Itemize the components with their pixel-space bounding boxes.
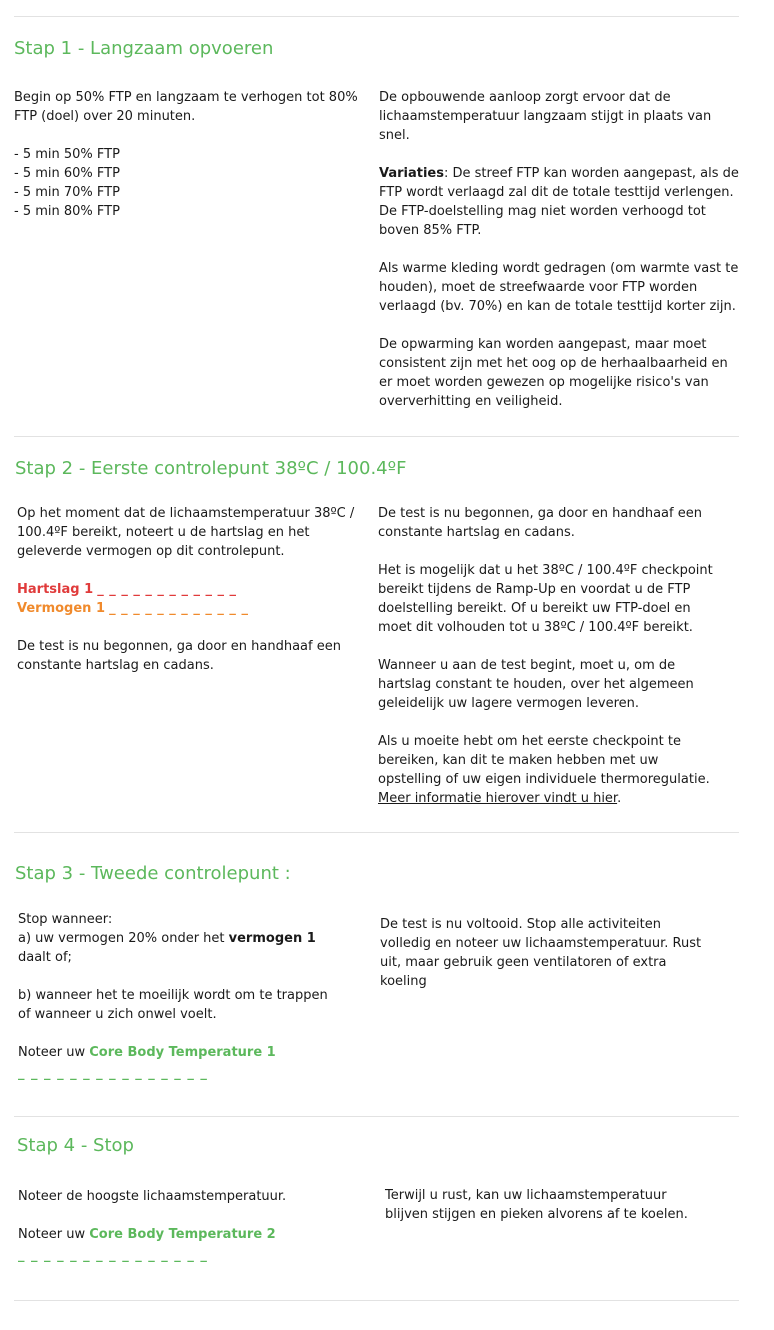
step2-difficulty-note [378,732,723,808]
stop-when-label: Stop wanneer: [18,912,113,927]
list-item: - 5 min 50% FTP [14,147,120,162]
list-item: - 5 min 70% FTP [14,185,120,200]
step3-right-column [380,915,710,991]
step3-title: Stap 3 - Tweede controlepunt : [15,863,291,884]
step2-test-started: De test is nu begonnen, ga door en handhaaf een constante hartslag en cadans. [17,639,341,673]
step2-test-started-right: De test is nu begonnen, ga door en handhaaf een constante hartslag en cadans. [378,506,702,540]
step3-left-column [18,910,338,1083]
step1-left-column [14,88,359,221]
list-item: - 5 min 60% FTP [14,166,120,181]
note-prefix: Noteer uw [18,1227,90,1242]
core-temp-1-note [18,1043,338,1062]
step2-power-note: Wanneer u aan de test begint, moet u, om de hartslag constant te houden, over het algemeen geleidelijk uw lagere vermogen leveren. [378,658,694,711]
divider [14,436,739,437]
heart-rate-blank: _ _ _ _ _ _ _ _ _ _ _ _ [97,582,237,597]
step1-list [14,145,359,221]
step1-warmup-note: De opwarming kan worden aangepast, maar moet consistent zijn met het oog op de herhaalbaarheid en er moet worden gewezen op mogelijke risico's van oververhitting en veiligheid. [379,337,728,409]
step4-rest-note: Terwijl u rust, kan uw lichaamstemperatuur blijven stijgen en pieken alvorens af te koelen. [385,1188,688,1222]
core-temp-2-blank: _ _ _ _ _ _ _ _ _ _ _ _ _ _ _ [18,1248,208,1263]
more-info-link[interactable]: Meer informatie hierover vindt u hier [378,791,618,806]
power-blank: _ _ _ _ _ _ _ _ _ _ _ _ [109,601,249,616]
step2-left-column [17,504,362,675]
condition-a-text: a) uw vermogen 20% onder het [18,931,229,946]
divider [14,16,739,17]
step1-title: Stap 1 - Langzaam opvoeren [14,38,274,59]
core-temp-2-label: Core Body Temperature 2 [89,1227,276,1242]
step2-right-column [378,504,723,808]
note-prefix: Noteer uw [18,1045,90,1060]
condition-a-bold: vermogen 1 [228,931,316,946]
core-temp-2-note [18,1225,348,1244]
heart-rate-label: Hartslag 1 [17,582,94,597]
step4-record-highest: Noteer de hoogste lichaamstemperatuur. [18,1189,287,1204]
core-temp-1-blank: _ _ _ _ _ _ _ _ _ _ _ _ _ _ _ [18,1066,208,1081]
variations-label: Variaties [379,166,444,181]
step1-warm-clothing: Als warme kleding wordt gedragen (om warmte vast te houden), moet de streefwaarde voor FTP worden verlaagd (bv. 70%) en kan de totale testtijd korter zijn. [379,261,739,314]
divider [14,1300,739,1301]
variations-text: : De streef FTP kan worden aangepast, als de FTP wordt verlaagd zal dit de totale testtijd verlengen. De FTP-doelstelling mag niet worden verhoogd tot boven 85% FTP. [379,166,739,238]
power-label: Vermogen 1 [17,601,106,616]
condition-a-suffix: daalt of; [18,950,72,965]
step2-checkpoint-instruction: Op het moment dat de lichaamstemperatuur 38ºC / 100.4ºF bereikt, noteert u de hartslag en het geleverde vermogen op dit controlepunt. [17,506,355,559]
step1-right-column [379,88,739,411]
list-item: - 5 min 80% FTP [14,204,120,219]
divider [14,1116,739,1117]
step4-right-column [385,1186,705,1224]
divider [14,832,739,833]
step1-variations [379,164,739,240]
step2-title: Stap 2 - Eerste controlepunt 38ºC / 100.4ºF [15,458,407,479]
step4-left-column [18,1187,348,1265]
step1-intro: Begin op 50% FTP en langzaam te verhogen tot 80% FTP (doel) over 20 minuten. [14,90,358,124]
more-info-period: . [617,791,622,806]
core-temp-1-label: Core Body Temperature 1 [89,1045,276,1060]
step2-checkpoint-possibility: Het is mogelijk dat u het 38ºC / 100.4ºF checkpoint bereikt tijdens de Ramp-Up en voordat u de FTP doelstelling bereikt. Of u bereikt uw FTP-doel en moet dit volhouden tot u 38ºC / 100.4ºF bereikt. [378,563,713,635]
step2-record-fields [17,580,362,618]
step1-ramp-explanation: De opbouwende aanloop zorgt ervoor dat de lichaamstemperatuur langzaam stijgt in plaats van snel. [379,90,712,143]
difficulty-text: Als u moeite hebt om het eerste checkpoint te bereiken, kan dit te maken hebben met uw opstelling of uw eigen individuele thermoregulatie. [378,734,710,787]
step3-test-complete: De test is nu voltooid. Stop alle activiteiten volledig en noteer uw lichaamstemperatuur. Rust uit, maar gebruik geen ventilatoren of extra koeling [380,917,702,989]
step4-title: Stap 4 - Stop [17,1135,134,1156]
condition-b: b) wanneer het te moeilijk wordt om te trappen of wanneer u zich onwel voelt. [18,988,328,1022]
condition-a [18,929,338,967]
